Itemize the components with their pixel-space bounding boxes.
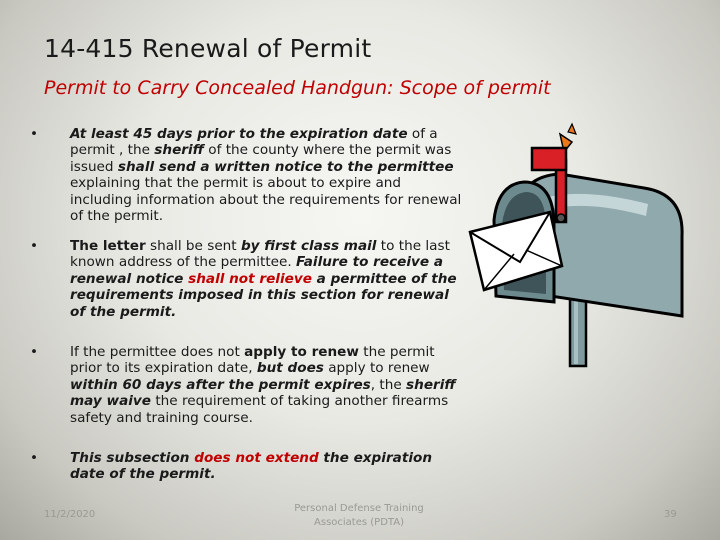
bullet-item: • At least 45 days prior to the expiration date of a permit , the sheriff of the county where the permit was issued shall send a written notice to the permittee explaining that the permit is about to expire and including information about the requirements for renewal of the permit. <box>26 126 466 238</box>
bullet-item: • This subsection does not extend the expiration date of the permit. <box>26 450 466 483</box>
footer-date: 11/2/2020 <box>44 509 96 520</box>
slide-subtitle: Permit to Carry Concealed Handgun: Scope of permit <box>44 77 551 99</box>
bullet-list <box>26 126 466 483</box>
slide-title: 14-415 Renewal of Permit <box>44 34 372 63</box>
footer-page-number: 39 <box>664 509 677 520</box>
footer-organization: Personal Defense Training Associates (PDTA) <box>294 503 424 528</box>
mailbox-icon <box>468 120 718 370</box>
bullet-item: • If the permittee does not apply to renew the permit prior to its expiration date, but does apply to renew within 60 days after the permit expires, the sheriff may waive the requirement of taking another firearms safety and training course. <box>26 344 466 450</box>
bullet-item: • The letter shall be sent by first class mail to the last known address of the permittee. Failure to receive a renewal notice shall not relieve a permittee of the requirements imposed in this section for renewal of the permit. <box>26 238 466 344</box>
